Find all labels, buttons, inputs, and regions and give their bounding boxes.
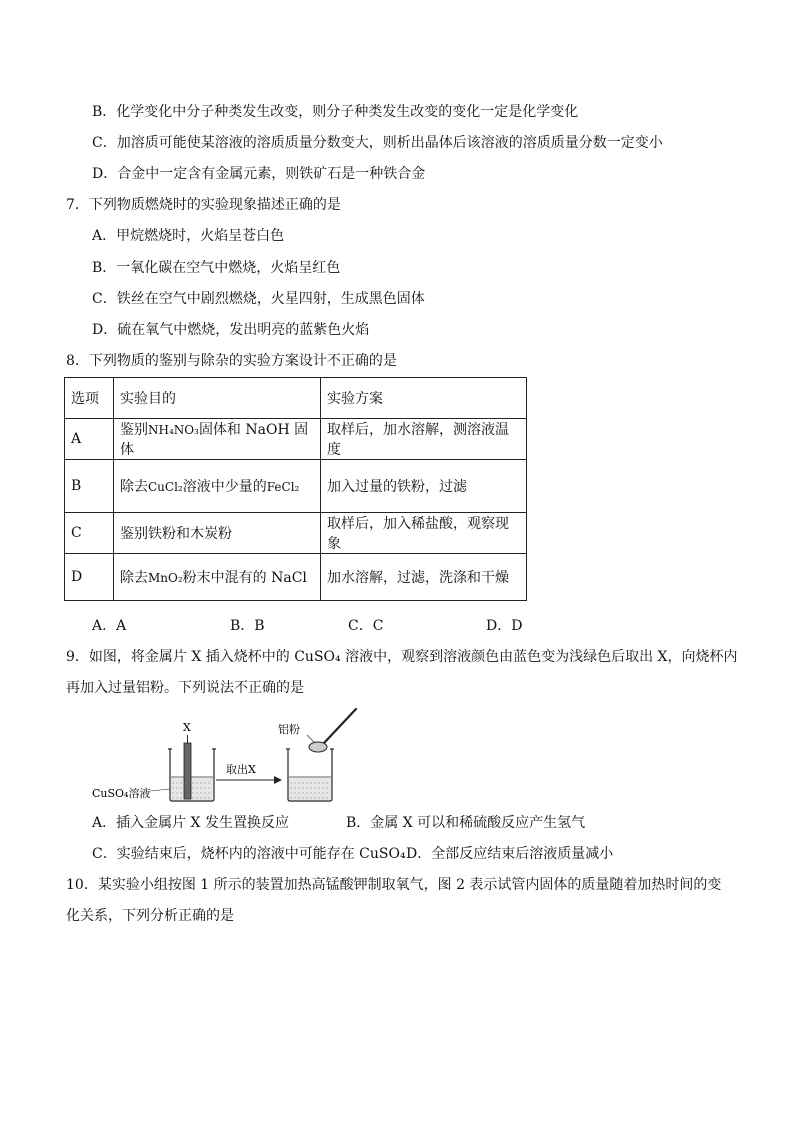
row-plan: 加水溶解，过滤，洗涤和干燥	[321, 554, 527, 601]
q9-figure	[90, 703, 370, 803]
q7-option-c: C．铁丝在空气中剧烈燃烧，火星四射，生成黑色固体	[92, 291, 425, 307]
label-take-out-x: 取出X	[226, 763, 256, 776]
table-row	[65, 419, 527, 460]
q9-option-a: A．插入金属片 X 发生置换反应	[92, 815, 289, 831]
q7-stem: 7．下列物质燃烧时的实验现象描述正确的是	[66, 197, 341, 213]
row-plan: 取样后，加水溶解，测溶液温度	[321, 419, 527, 460]
q8-answer-a: A．A	[92, 618, 127, 634]
row-purpose: 除去MnO₂粉末中混有的 NaCl	[114, 554, 321, 601]
row-option: C	[65, 513, 114, 554]
row-plan: 取样后，加入稀盐酸，观察现象	[321, 513, 527, 554]
label-metal-x: X	[183, 721, 191, 734]
q6-option-b: B．化学变化中分子种类发生改变，则分子种类发生改变的变化一定是化学变化	[92, 104, 579, 120]
header-option: 选项	[65, 378, 114, 419]
row-option: D	[65, 554, 114, 601]
header-plan: 实验方案	[321, 378, 527, 419]
q8-answer-c: C．C	[348, 618, 384, 634]
row-purpose: 鉴别铁粉和木炭粉	[114, 513, 321, 554]
label-cuso4-solution: CuSO₄溶液	[92, 787, 151, 800]
row-purpose: 除去CuCl₂溶液中少量的FeCl₂	[114, 460, 321, 513]
row-plan: 加入过量的铁粉，过滤	[321, 460, 527, 513]
row-option: A	[65, 419, 114, 460]
q9-option-b: B．金属 X 可以和稀硫酸反应产生氢气	[346, 815, 586, 831]
q8-answer-d: D．D	[486, 618, 523, 634]
q7-option-a: A．甲烷燃烧时，火焰呈苍白色	[92, 228, 285, 244]
q8-answer-b: B．B	[230, 618, 265, 634]
q8-table	[64, 377, 527, 601]
table-row	[65, 554, 527, 601]
q7-option-d: D．硫在氧气中燃烧，发出明亮的蓝紫色火焰	[92, 322, 370, 338]
table-header-row	[65, 378, 527, 419]
row-purpose: 鉴别NH₄NO₃固体和 NaOH 固体	[114, 419, 321, 460]
label-aluminum-powder: 铝粉	[278, 723, 300, 736]
table-row	[65, 513, 527, 554]
q6-option-d: D．合金中一定含有金属元素，则铁矿石是一种铁合金	[92, 166, 426, 182]
q10-stem-line1: 10．某实验小组按图 1 所示的装置加热高锰酸钾制取氧气，图 2 表示试管内固体的质量随着加热时间的变	[66, 877, 722, 893]
q10-stem-line2: 化关系，下列分析正确的是	[66, 908, 234, 924]
spoon-icon	[307, 709, 356, 752]
table-row	[65, 460, 527, 513]
beaker-with-metal-icon	[150, 735, 216, 801]
q6-option-c: C．加溶质可能使某溶液的溶质质量分数变大，则析出晶体后该溶液的溶质质量分数一定变小	[92, 135, 663, 151]
q7-option-b: B．一氧化碳在空气中燃烧，火焰呈红色	[92, 260, 341, 276]
header-purpose: 实验目的	[114, 378, 321, 419]
q9-option-d: D．全部反应结束后溶液质量减小	[406, 846, 614, 862]
q9-stem-line2: 再加入过量铝粉。下列说法不正确的是	[66, 680, 304, 696]
q9-stem-line1: 9．如图，将金属片 X 插入烧杯中的 CuSO₄ 溶液中，观察到溶液颜色由蓝色变为浅绿色后取出 X，向烧杯内	[66, 649, 738, 665]
beaker-icon	[286, 749, 334, 801]
row-option: B	[65, 460, 114, 513]
q8-stem: 8．下列物质的鉴别与除杂的实验方案设计不正确的是	[66, 353, 397, 369]
arrow-right-icon	[216, 776, 282, 784]
q9-option-c: C．实验结束后，烧杯内的溶液中可能存在 CuSO₄	[92, 846, 406, 862]
